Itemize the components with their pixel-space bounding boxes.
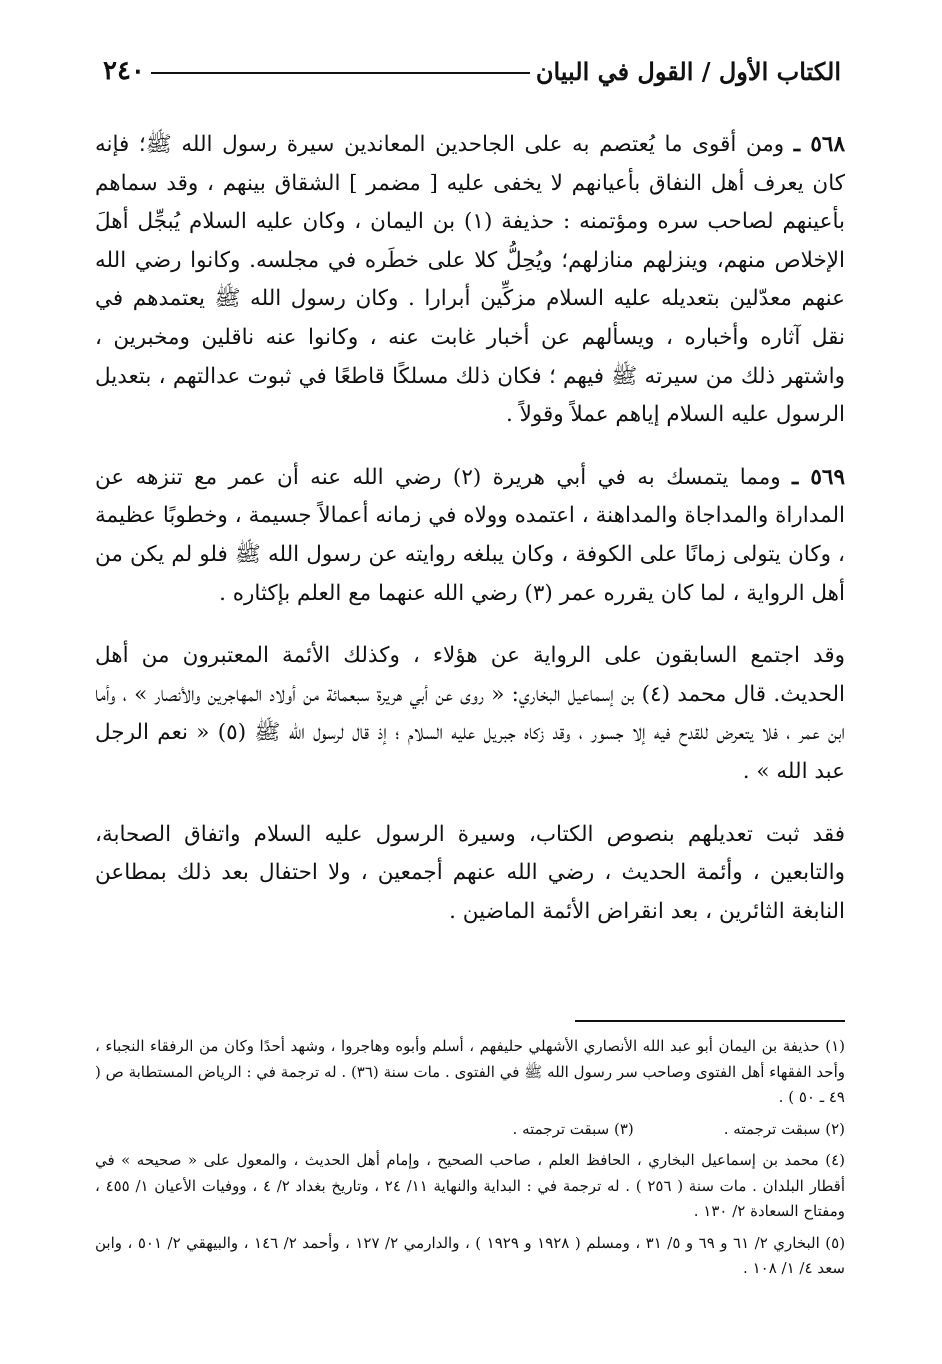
paragraph-conclusion bbox=[95, 816, 845, 932]
footnote-rule bbox=[575, 1020, 845, 1022]
paragraph-number: ٥٦٩ ـ bbox=[792, 464, 845, 490]
paragraph-text: ومما يتمسك به في أبي هريرة (٢) رضي الله عنه أن عمر مع تنزهه عن المداراة والمداجاة والمداهنة ، اعتمده وولاه في زمانه أعمالاً جسيمة ، وخطوبًا عظيمة ، وكان يتولى زمانًا على الكوفة ، وكان يبلغه روايته عن رسول الله ﷺ فلو لم يكن من أهل الرواية ، لما كان يقرره عمر (٣) رضي الله عنهما مع العلم بإكثاره . bbox=[95, 464, 845, 606]
header-rule bbox=[151, 72, 530, 74]
footnote-3: (٣) سبقت ترجمته . bbox=[512, 1119, 634, 1138]
page-number: ٢٤٠ bbox=[103, 56, 145, 86]
paragraph-number: ٥٦٨ ـ bbox=[793, 132, 845, 157]
footnotes bbox=[95, 1020, 845, 1288]
footnote-4: (٤) محمد بن إسماعيل البخاري ، الحافظ العلم ، صاحب الصحيح ، وإمام أهل الحديث ، والمعول على « صحيحه » في أقطار البلدان . مات سنة ( ٢٥٦ ) . له ترجمة في : البداية والنهاية ١١/ ٢٤ ، وتاريخ بغداد ٢/ ٤ ، ووفيات الأعيان ١/ ٤٥٥ ، ومفتاح السعادة ٢/ ١٣٠ . bbox=[95, 1151, 846, 1220]
footnote-5: (٥) البخاري ٢/ ٦١ و ٦٩ و ٥/ ٣١ ، ومسلم ( ١٩٢٨ و ١٩٢٩ ) ، والدارمي ٢/ ١٢٧ ، وأحمد ٢/ ١٤٦ ، والبيهقي ٢/ ٥٠١ ، وابن سعد ٤/ ١/ ١٠٨ . bbox=[95, 1233, 846, 1277]
book-title: الكتاب الأول / القول في البيان bbox=[535, 57, 841, 86]
book-page bbox=[95, 40, 845, 1340]
running-header bbox=[95, 40, 845, 84]
footnote-row-2-3 bbox=[95, 1117, 845, 1143]
paragraph-text: فقد ثبت تعديلهم بنصوص الكتاب، وسيرة الرسول عليه السلام واتفاق الصحابة، والتابعين ، وأئمة الحديث ، رضي الله عنهم أجمعين ، ولا احتفال بعد ذلك بمطاعن النابغة الثائرين ، بعد انقراض الأئمة الماضين . bbox=[95, 821, 845, 924]
paragraph-text: وقد اجتمع السابقون على الرواية عن هؤلاء ، وكذلك الأئمة المعتبرون من أهل الحديث. قال محمد (٤) بن إسماعيل البخاري: « روى عن أبي هريرة سبعمائة من أولاد المهاجرين والأنصار » ، وأما ابن عمر ، فلا يتعرض للقدح فيه إلا جسور ، وقد زكاه جبريل عليه السلام ؛ إذ قال لرسول الله ﷺ (٥) « نعم الرجل عبد الله » . bbox=[95, 643, 845, 784]
footnote-2: (٢) سبقت ترجمته . bbox=[723, 1119, 845, 1138]
paragraph-569 bbox=[95, 459, 845, 613]
footnote-list bbox=[95, 1034, 845, 1282]
main-text bbox=[95, 126, 845, 931]
paragraph-narrators bbox=[95, 637, 845, 791]
paragraph-568 bbox=[95, 126, 845, 435]
footnote-1: (١) حذيفة بن اليمان أبو عبد الله الأنصاري الأشهلي حليفهم ، أسلم وأبوه وهاجروا ، وشهد أحدًا وكان من الرفقاء النجباء ، وأحد الفقهاء أهل الفتوى وصاحب سر رسول الله ﷺ في الفتوى . مات سنة (٣٦) . له ترجمة في : الرياض المستطابة ص ( ٤٩ ـ ٥٠ ) . bbox=[95, 1037, 845, 1106]
paragraph-text: ومن أقوى ما يُعتصم به على الجاحدين المعاندين سيرة رسول الله ﷺ؛ فإنه كان يعرف أهل النفاق بأعيانهم لا يخفى عليه [ مضمر ] الشقاق بينهم ، وقد سماهم بأعينهم لصاحب سره ومؤتمنه : حذيفة (١) بن اليمان ، وكان عليه السلام يُبجِّل أهلَ الإخلاص منهم، وينزلهم منازلهم؛ ويُحِلُّ كلا على خطَره في مجلسه. وكانوا رضي الله عنهم معدّلين بتعديله عليه السلام مزكِّين أبرارا . وكان رسول الله ﷺ يعتمدهم في نقل آثاره وأخباره ، ويسألهم عن أخبار غابت عنه ، وكانوا عنه ناقلين ومخبرين ، واشتهر ذلك من سيرته ﷺ فيهم ؛ فكان ذلك مسلكًا قاطعًا في ثبوت عدالتهم ، بتعديل الرسول عليه السلام إياهم عملاً وقولاً . bbox=[95, 132, 845, 428]
